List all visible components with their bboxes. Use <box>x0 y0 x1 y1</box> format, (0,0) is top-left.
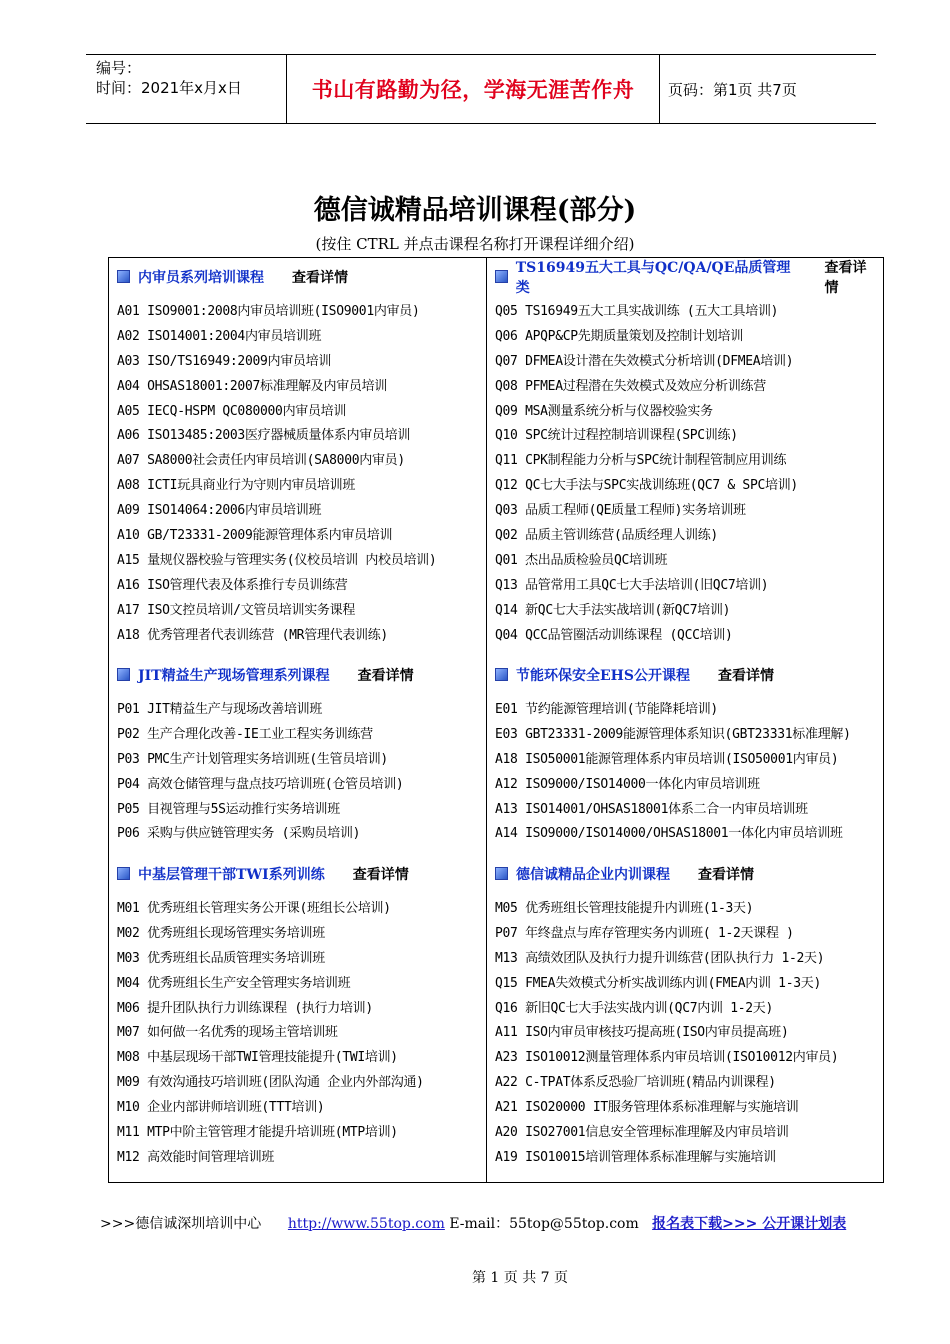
course-item[interactable]: A23 ISO10012测量管理体系内审员培训(ISO10012内审员) <box>495 1050 839 1066</box>
course-item[interactable]: M05 优秀班组长管理技能提升内训班(1-3天) <box>495 901 754 916</box>
course-item[interactable]: A07 SA8000社会责任内审员培训(SA8000内审员) <box>117 453 405 469</box>
section-title-link[interactable]: JIT精益生产现场管理系列课程 <box>138 667 330 684</box>
section-header <box>117 861 483 886</box>
course-section <box>495 861 879 1171</box>
section-bullet-icon <box>495 668 508 681</box>
course-item[interactable]: A13 ISO14001/OHSAS18001体系二合一内审员培训班 <box>495 801 808 817</box>
page-label: 页码：第1页 共7页 <box>668 80 797 99</box>
header-motto: 书山有路勤为径，学海无涯苦作舟 <box>286 55 660 123</box>
section-bullet-icon <box>117 668 130 681</box>
section-header <box>495 861 879 886</box>
section-bullet-icon <box>495 867 508 880</box>
course-item[interactable]: A04 OHSAS18001:2007标准理解及内审员培训 <box>117 378 388 394</box>
view-details-link[interactable]: 查看详情 <box>718 667 775 684</box>
course-section <box>117 861 483 1171</box>
course-section <box>495 259 879 648</box>
course-item[interactable]: M09 有效沟通技巧培训班(团队沟通 企业内外部沟通) <box>117 1075 424 1091</box>
section-bullet-icon <box>117 867 130 880</box>
course-item[interactable]: Q11 CPK制程能力分析与SPC统计制程管制应用训练 <box>495 453 787 469</box>
section-header <box>117 662 483 687</box>
page-number: 第 1 页 共 7 页 <box>471 1270 569 1286</box>
course-item[interactable]: A12 ISO9000/ISO14000一体化内审员培训班 <box>495 776 760 792</box>
course-item[interactable]: A08 ICTI玩具商业行为守则内审员培训班 <box>117 478 356 494</box>
course-item[interactable]: A17 ISO文控员培训/文管员培训实务课程 <box>117 602 356 618</box>
number-label: 编号： <box>96 59 142 77</box>
course-grid <box>108 257 884 1183</box>
course-item[interactable]: M11 MTP中阶主管管理才能提升培训班(MTP培训) <box>117 1125 398 1141</box>
course-item[interactable]: A16 ISO管理代表及体系推行专员训练营 <box>117 577 348 593</box>
course-item[interactable]: M04 优秀班组长生产安全管理实务培训班 <box>117 975 351 991</box>
contact-footer <box>100 1213 846 1233</box>
course-item[interactable]: Q13 品管常用工具QC七大手法培训(旧QC7培训) <box>495 577 769 593</box>
course-item[interactable]: E01 节约能源管理培训(节能降耗培训) <box>495 702 718 717</box>
header-meta <box>86 55 286 123</box>
section-header <box>495 259 879 296</box>
view-details-link[interactable]: 查看详情 <box>292 269 348 286</box>
course-item[interactable]: M06 提升团队执行力训练课程 (执行力培训) <box>117 1000 373 1016</box>
document-title: 德信诚精品培训课程(部分) <box>313 195 637 226</box>
course-item[interactable]: M13 高绩效团队及执行力提升训练营(团队执行力 1-2天) <box>495 950 825 966</box>
course-item[interactable]: Q03 品质工程师(QE质量工程师)实务培训班 <box>495 503 746 519</box>
course-item[interactable]: A05 IECQ-HSPM QC080000内审员培训 <box>117 403 347 419</box>
course-list <box>117 897 483 1171</box>
course-item[interactable]: M01 优秀班组长管理实务公开课(班组长公培训) <box>117 901 391 916</box>
course-item[interactable]: Q14 新QC七大手法实战培训(新QC7培训) <box>495 602 731 618</box>
section-bullet-icon <box>495 270 508 283</box>
course-list <box>495 897 879 1171</box>
course-item[interactable]: Q04 QCC品管圈活动训练课程 (QCC培训) <box>495 627 733 643</box>
course-item[interactable]: Q06 APQP&CP先期质量策划及控制计划培训 <box>495 328 743 344</box>
website-link[interactable]: http://www.55top.com <box>287 1216 445 1232</box>
course-item[interactable]: A10 GB/T23331-2009能源管理体系内审员培训 <box>117 528 393 544</box>
course-item[interactable]: A20 ISO27001信息安全管理标准理解及内审员培训 <box>495 1125 789 1141</box>
course-item[interactable]: Q07 DFMEA设计潜在失效模式分析培训(DFMEA培训) <box>495 353 794 369</box>
course-section <box>495 662 879 847</box>
course-item[interactable]: A21 ISO20000 IT服务管理体系标准理解与实施培训 <box>495 1100 799 1116</box>
course-section <box>117 264 483 648</box>
course-item[interactable]: Q16 新旧QC七大手法实战内训(QC7内训 1-2天) <box>495 1000 774 1016</box>
section-title-link[interactable]: 内审员系列培训课程 <box>138 269 264 286</box>
course-item[interactable]: P07 年终盘点与库存管理实务内训班( 1-2天课程 ) <box>495 925 794 941</box>
course-item[interactable]: P02 生产合理化改善-IE工业工程实务训练营 <box>117 726 373 742</box>
section-title-link[interactable]: TS16949五大工具与QC/QA/QE品质管理类 <box>515 259 791 296</box>
course-item[interactable]: A14 ISO9000/ISO14000/OHSAS18001一体化内审员培训班 <box>495 826 843 842</box>
course-item[interactable]: A18 优秀管理者代表训练营 (MR管理代表训练) <box>117 627 388 643</box>
course-item[interactable]: A06 ISO13485:2003医疗器械质量体系内审员培训 <box>117 428 411 444</box>
course-item[interactable]: Q12 QC七大手法与SPC实战训练班(QC7 & SPC培训) <box>495 478 798 494</box>
course-item[interactable]: Q09 MSA测量系统分析与仪器校验实务 <box>495 403 713 419</box>
course-item[interactable]: M03 优秀班组长品质管理实务培训班 <box>117 950 325 966</box>
course-item[interactable]: A02 ISO14001:2004内审员培训班 <box>117 328 322 344</box>
course-list <box>117 698 483 847</box>
course-item[interactable]: M10 企业内部讲师培训班(TTT培训) <box>117 1100 325 1116</box>
section-header <box>495 662 879 687</box>
course-item[interactable]: M12 高效能时间管理培训班 <box>117 1149 275 1165</box>
course-item[interactable]: M02 优秀班组长现场管理实务培训班 <box>117 925 325 941</box>
page-header <box>86 54 876 124</box>
course-item[interactable]: P03 PMC生产计划管理实务培训班(生管员培训) <box>117 751 388 767</box>
training-center-label: >>>德信诚深圳培训中心 <box>100 1216 262 1232</box>
course-item[interactable]: P05 目视管理与5S运动推行实务培训班 <box>117 801 340 817</box>
view-details-link[interactable]: 查看详情 <box>357 667 414 684</box>
document-subtitle: (按住 CTRL 并点击课程名称打开课程详细介绍) <box>315 235 635 253</box>
course-item[interactable]: Q02 品质主管训练营(品质经理人训练) <box>495 528 718 544</box>
email-label: E-mail：55top@55top.com <box>449 1216 639 1232</box>
course-item[interactable]: P04 高效仓储管理与盘点技巧培训班(仓管员培训) <box>117 776 404 792</box>
course-item[interactable]: A11 ISO内审员审核技巧提高班(ISO内审员提高班) <box>495 1025 789 1041</box>
section-title-link[interactable]: 德信诚精品企业内训课程 <box>516 866 670 883</box>
course-item[interactable]: A18 ISO50001能源管理体系内审员培训(ISO50001内审员) <box>495 751 839 767</box>
course-item[interactable]: A15 量规仪器校验与管理实务(仪校员培训 内校员培训) <box>117 552 437 568</box>
course-item[interactable]: M07 如何做一名优秀的现场主管培训班 <box>117 1025 338 1041</box>
section-title-link[interactable]: 节能环保安全EHS公开课程 <box>516 667 691 684</box>
course-item[interactable]: A19 ISO10015培训管理体系标准理解与实施培训 <box>495 1149 776 1165</box>
course-section <box>117 662 483 847</box>
course-item[interactable]: M08 中基层现场干部TWI管理技能提升(TWI培训) <box>117 1050 398 1066</box>
view-details-link[interactable]: 查看详情 <box>824 259 867 296</box>
course-list <box>495 300 879 648</box>
date-label: 时间：2021年x月x日 <box>96 79 242 97</box>
course-item[interactable]: Q08 PFMEA过程潜在失效模式及效应分析训练营 <box>495 378 766 394</box>
registration-link[interactable]: 报名表下载>>> 公开课计划表 <box>652 1216 847 1232</box>
course-item[interactable]: A01 ISO9001:2008内审员培训班(ISO9001内审员) <box>117 304 420 319</box>
course-item[interactable]: A22 C-TPAT体系反恐验厂培训班(精品内训课程) <box>495 1075 776 1091</box>
section-title-link[interactable]: 中基层管理干部TWI系列训练 <box>138 866 325 883</box>
course-list <box>495 698 879 847</box>
section-header <box>117 264 483 289</box>
section-bullet-icon <box>117 270 130 283</box>
view-details-link[interactable]: 查看详情 <box>352 866 409 883</box>
course-item[interactable]: P06 采购与供应链管理实务 (采购员培训) <box>117 826 361 842</box>
course-item[interactable]: Q05 TS16949五大工具实战训练 (五大工具培训) <box>495 304 779 319</box>
view-details-link[interactable]: 查看详情 <box>698 866 754 883</box>
column-divider <box>486 258 487 1182</box>
course-item[interactable]: A03 ISO/TS16949:2009内审员培训 <box>117 353 332 369</box>
course-item[interactable]: Q10 SPC统计过程控制培训课程(SPC训练) <box>495 428 738 444</box>
course-item[interactable]: Q01 杰出品质检验员QC培训班 <box>495 552 668 568</box>
course-item[interactable]: E03 GBT23331-2009能源管理体系知识(GBT23331标准理解) <box>495 726 851 742</box>
course-item[interactable]: P01 JIT精益生产与现场改善培训班 <box>117 702 323 717</box>
course-list <box>117 300 483 648</box>
course-item[interactable]: Q15 FMEA失效模式分析实战训练内训(FMEA内训 1-3天) <box>495 975 821 991</box>
course-item[interactable]: A09 ISO14064:2006内审员培训班 <box>117 503 322 519</box>
